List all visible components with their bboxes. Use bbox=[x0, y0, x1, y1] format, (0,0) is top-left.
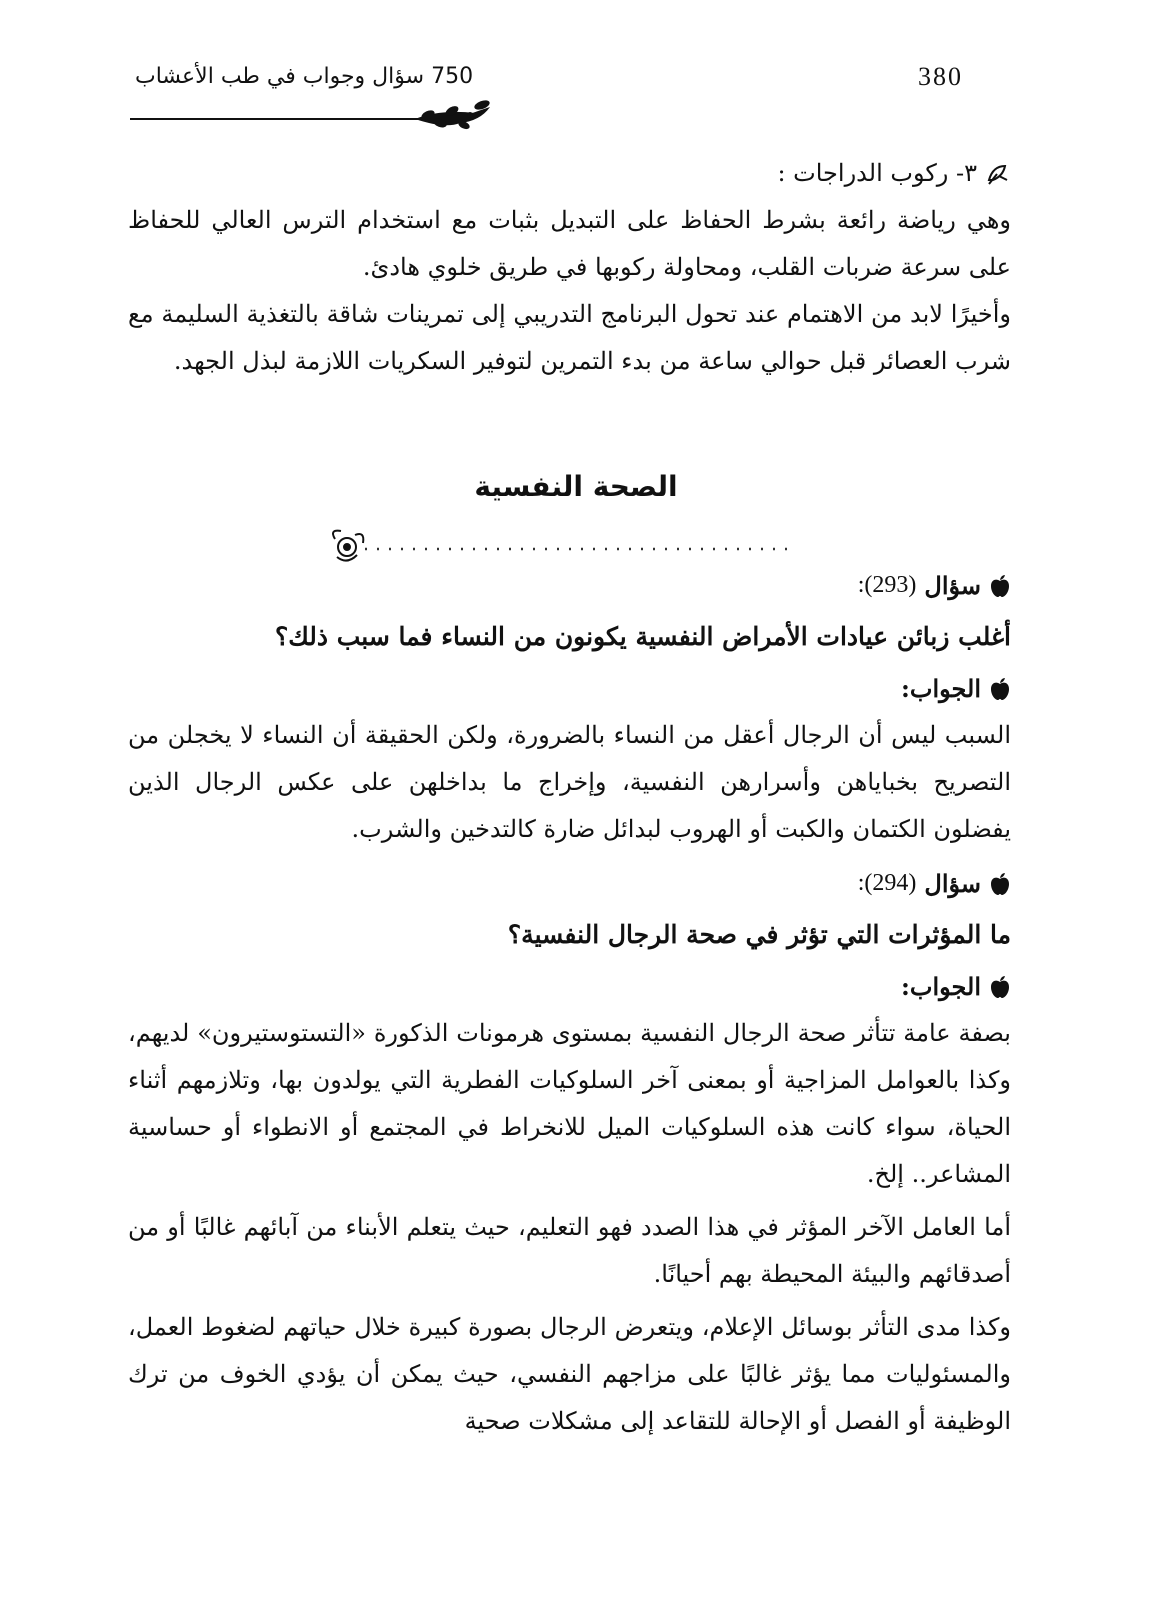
question-text: أغلب زبائن عيادات الأمراض النفسية يكونون من النساء فما سبب ذلك؟ bbox=[274, 622, 1011, 651]
header-rule bbox=[130, 95, 500, 135]
answer-paragraph-2: أما العامل الآخر المؤثر في هذا الصدد فهو التعليم، حيث يتعلم الأبناء من آبائهم غالبًا أو من أصدقائهم والبيئة المحيطة بهم أحيانًا. bbox=[128, 1213, 1011, 1288]
running-title: 750 سؤال وجواب في طب الأعشاب bbox=[135, 64, 474, 89]
herb-sprig-icon bbox=[415, 99, 491, 131]
answer-paragraph-1: بصفة عامة تتأثر صحة الرجال النفسية بمستوى هرمونات الذكورة «التستوستيرون» لديهم، وكذا بالعوامل المزاجية أو بمعنى آخر السلوكيات الفطرية التي يولدون بها، وتلازمهم أثناء الحياة، سواء كانت هذه السلوكيات الميل للانخراط في المجتمع أو الانطواء أو حساسية المشاعر.. إلخ. bbox=[128, 1019, 1011, 1188]
section-title: الصحة النفسية bbox=[474, 470, 678, 503]
question-number: (293): bbox=[857, 572, 917, 598]
flower-icon bbox=[333, 531, 363, 561]
page-number: 380 bbox=[918, 62, 963, 91]
cycling-heading: ٣- ركوب الدراجات : bbox=[777, 159, 977, 187]
answer-paragraph-3: وكذا مدى التأثر بوسائل الإعلام، ويتعرض الرجال بصورة كبيرة خلال حياتهم لضغوط العمل، والمسئوليات مما يؤثر غالبًا على مزاجهم النفسي، حيث يمكن أن يؤدي الخوف من ترك الوظيفة أو الفصل أو الإحالة للتقاعد إلى مشكلات صحية bbox=[128, 1313, 1011, 1435]
question-text: ما المؤثرات التي تؤثر في صحة الرجال النفسية؟ bbox=[507, 920, 1011, 949]
answer-label: الجواب: bbox=[901, 674, 981, 703]
apple-icon bbox=[989, 574, 1011, 598]
answer-paragraph: السبب ليس أن الرجال أعقل من النساء بالضرورة، ولكن الحقيقة أن النساء لا يخجلن من التصريح بخباياهن وأسرارهن النفسية، وإخراج ما بداخلهن على عكس الرجال الذين يفضلون الكتمان والكبت أو الهروب لبدائل ضارة كالتدخين والشرب. bbox=[128, 721, 1011, 843]
cycling-paragraph-1: وهي رياضة رائعة بشرط الحفاظ على التبديل بثبات مع استخدام الترس العالي للحفاظ على سرعة ضربات القلب، ومحاولة ركوبها في طريق خلوي هادئ. bbox=[128, 206, 1011, 281]
leaf-bullet-icon bbox=[985, 162, 1011, 186]
cycling-section bbox=[128, 150, 1011, 385]
question-label-row bbox=[128, 860, 1011, 907]
question-293 bbox=[128, 562, 1011, 853]
answer-label-row bbox=[128, 963, 1011, 1010]
question-label-row bbox=[128, 562, 1011, 609]
question-label: سؤال bbox=[924, 571, 981, 600]
question-number: (294): bbox=[857, 870, 917, 896]
section-ornament bbox=[325, 525, 795, 565]
apple-icon bbox=[989, 975, 1011, 999]
answer-label-row bbox=[128, 665, 1011, 712]
apple-icon bbox=[989, 677, 1011, 701]
cycling-heading-row bbox=[128, 150, 1011, 197]
question-294 bbox=[128, 860, 1011, 1445]
question-label: سؤال bbox=[924, 869, 981, 898]
apple-icon bbox=[989, 872, 1011, 896]
answer-label: الجواب: bbox=[901, 972, 981, 1001]
cycling-paragraph-2: وأخيرًا لابد من الاهتمام عند تحول البرنامج التدريبي إلى تمرينات شاقة بالتغذية السليمة مع شرب العصائر قبل حوالي ساعة من بدء التمرين لتوفير السكريات اللازمة لبذل الجهد. bbox=[128, 300, 1011, 375]
